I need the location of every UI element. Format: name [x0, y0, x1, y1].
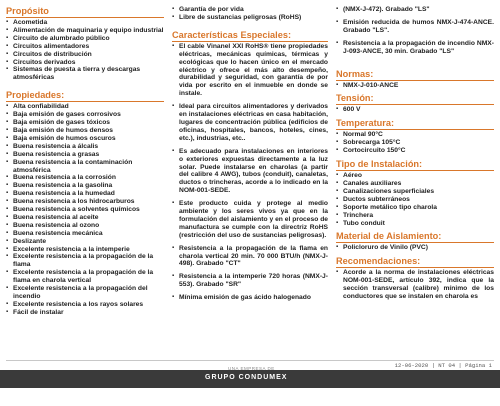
list-item: ▪ Ideal para circuitos alimentadores y derivados en instalaciones eléctricas en casa habitación, lugares de concentración pública (edificios de oficinas, hospitales, bancos, hoteles, cines, etc.), industrias, etc.. [172, 103, 328, 143]
list-item: ▪ Acometida [6, 19, 164, 27]
material-heading: Material de Aislamiento: [336, 231, 442, 242]
list-item: ▪ Garantía de por vida [172, 6, 328, 14]
list-item: ▪ Es adecuado para instalaciones en interiores o exteriores expuestas directamente a la luz solar. Puede instalarse en charolas (a partir del calibre 4 AWG), tubos (conduit), canaletas, ductos o trincheras, acorde a lo indicado en la NOM-001-SEDE. [172, 148, 328, 195]
normas-heading: Normas: [336, 68, 374, 79]
list-item: ▪ Alimentación de maquinaria y equipo industrial [6, 27, 164, 35]
list-item: ▪ Baja emisión de humos densos [6, 127, 164, 135]
list-item: ▪ Excelente resistencia a los rayos solares [6, 301, 164, 309]
propiedades-list [6, 103, 164, 316]
temperatura-list [336, 131, 494, 155]
list-item: ▪ Excelente resistencia a la propagación de la flama [6, 253, 164, 269]
tension-list [336, 106, 494, 114]
list-item: ▪ Buena resistencia a la humedad [6, 190, 164, 198]
list-item: ▪ Circuitos de distribución [6, 51, 164, 59]
heading-divider [6, 17, 164, 18]
caracteristicas-heading: Características Especiales: [172, 29, 292, 40]
list-item: ▪ Buena resistencia a grasas [6, 151, 164, 159]
list-item: ▪ Fácil de instalar [6, 309, 164, 317]
list-item: ▪ Resistencia a la intemperie 720 horas (NMX-J-553). Grabado "SR" [172, 273, 328, 289]
heading-divider [336, 104, 494, 105]
column-left [6, 6, 164, 317]
list-item: ▪ Buena resistencia a álcalis [6, 143, 164, 151]
list-item: ▪ Acorde a la norma de instalaciones eléctricas NOM-001-SEDE, artículo 392, indica que la sección transversal (calibre) mínimo de los conductores que se instalen en charola es [336, 269, 494, 301]
heading-divider [336, 242, 494, 243]
list-item: ▪ Cortocircuito 150°C [336, 147, 494, 155]
list-item: ▪ Este producto cuida y protege al medio ambiente y los seres vivos ya que en la formulación del aislamiento y en el proceso de manufactura se cumple con la directriz RoHS (restricción del uso de sustancias peligrosas). [172, 200, 328, 240]
list-item: ▪ Aéreo [336, 172, 494, 180]
normas-list [336, 82, 494, 90]
heading-divider [6, 101, 164, 102]
list-item: ▪ Baja emisión de humos oscuros [6, 135, 164, 143]
list-item: ▪ Baja emisión de gases tóxicos [6, 119, 164, 127]
recomendaciones-list [336, 269, 494, 301]
list-item: ▪ (NMX-J-472). Grabado "LS" [336, 6, 494, 14]
list-item: ▪ Baja emisión de gases corrosivos [6, 111, 164, 119]
list-item: ▪ Buena resistencia al aceite [6, 214, 164, 222]
list-item: ▪ Resistencia a la propagación de la flama en charola vertical 20 min. 70 000 BTU/h (NMX-J-498). Grabado "CT" [172, 245, 328, 269]
heading-divider [336, 80, 494, 81]
list-item: ▪ Circuitos derivados [6, 59, 164, 67]
list-item: ▪ Tubo conduit [336, 220, 494, 228]
list-item: ▪ Deslizante [6, 238, 164, 246]
heading-divider [336, 267, 494, 268]
list-item: ▪ Excelente resistencia a la intemperie [6, 246, 164, 254]
tension-heading: Tensión: [336, 93, 374, 104]
list-item: ▪ Buena resistencia mecánica [6, 230, 164, 238]
temperatura-heading: Temperatura: [336, 118, 395, 129]
heading-divider [172, 41, 328, 42]
list-item: ▪ El cable Vinanel XXI RoHS® tiene propiedades eléctricas, mecánicas químicas, térmicas y ecológicas que lo hacen único en el mercado eléctrico y ofrece el más alto desempeño, durabilidad y seguridad, con garantía de por vida por escrito en el inmueble en donde se instale. [172, 43, 328, 98]
list-item: ▪ Normal 90°C [336, 131, 494, 139]
list-item: ▪ Soporte metálico tipo charola [336, 204, 494, 212]
top-list [336, 6, 494, 56]
list-item: ▪ Buena resistencia a la contaminación atmosférica [6, 159, 164, 175]
proposito-heading: Propósito [6, 6, 49, 16]
list-item: ▪ Circuitos alimentadores [6, 43, 164, 51]
company-logo: GRUPO CONDUMEX [205, 374, 288, 381]
list-item: ▪ Policloruro de Vinilo (PVC) [336, 244, 494, 252]
top-list [172, 6, 328, 22]
list-item: ▪ Excelente resistencia a la propagación de la flama en charola vertical [6, 269, 164, 285]
proposito-list [6, 19, 164, 82]
instalacion-list [336, 172, 494, 227]
list-item: ▪ Sistemas de puesta a tierra y descargas atmosféricas [6, 66, 164, 82]
list-item: ▪ Libre de sustancias peligrosas (RoHS) [172, 14, 328, 22]
material-list [336, 244, 494, 252]
caracteristicas-list [172, 43, 328, 302]
footer-meta: 12-06-2020 | NT 04 | Página 1 [394, 362, 492, 369]
column-right [336, 6, 494, 306]
list-item: ▪ Canalizaciones superficiales [336, 188, 494, 196]
list-item: ▪ Alta confiabilidad [6, 103, 164, 111]
logo-tagline: UNA EMPRESA DE [228, 366, 275, 371]
footer-divider [6, 360, 494, 361]
list-item: ▪ Mínima emisión de gas ácido halogenado [172, 294, 328, 302]
instalacion-heading: Tipo de Instalación: [336, 159, 423, 170]
list-item: ▪ Buena resistencia al ozono [6, 222, 164, 230]
list-item: ▪ Resistencia a la propagación de incendio NMX-J-093-ANCE, 30 min. Grabado "LS" [336, 40, 494, 56]
list-item: ▪ Buena resistencia a la corrosión [6, 174, 164, 182]
column-middle [172, 6, 328, 307]
heading-divider [336, 170, 494, 171]
list-item: ▪ 600 V [336, 106, 494, 114]
list-item: ▪ Buena resistencia a la gasolina [6, 182, 164, 190]
list-item: ▪ Canales auxiliares [336, 180, 494, 188]
recomendaciones-heading: Recomendaciones: [336, 256, 421, 267]
list-item: ▪ Ductos subterráneos [336, 196, 494, 204]
list-item: ▪ Buena resistencia a los hidrocarburos [6, 198, 164, 206]
list-item: ▪ Trinchera [336, 212, 494, 220]
list-item: ▪ Excelente resistencia a la propagación del incendio [6, 285, 164, 301]
list-item: ▪ NMX-J-010-ANCE [336, 82, 494, 90]
list-item: ▪ Emisión reducida de humos NMX-J-474-ANCE. Grabado "LS". [336, 19, 494, 35]
list-item: ▪ Sobrecarga 105°C [336, 139, 494, 147]
list-item: ▪ Circuito de alumbrado público [6, 35, 164, 43]
list-item: ▪ Buena resistencia a solventes químicos [6, 206, 164, 214]
propiedades-heading: Propiedades: [6, 90, 65, 101]
